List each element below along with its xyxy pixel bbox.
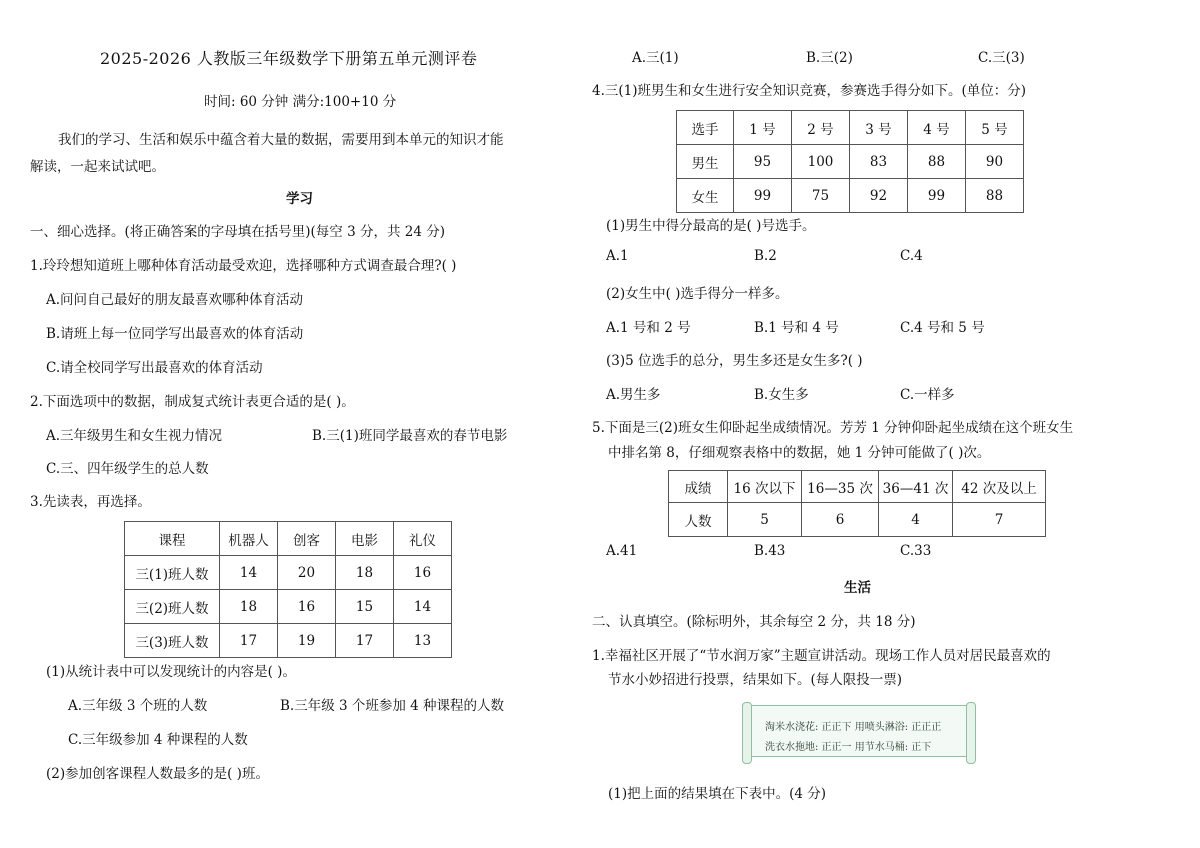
q4-sub3: (3)5 位选手的总分，男生多还是女生多?( ) [606, 353, 863, 369]
q5-line-1: 5.下面是三(2)班女生仰卧起坐成绩情况。芳芳 1 分钟仰卧起坐成绩在这个班女生 [592, 420, 1074, 436]
q3-sub1-option-c: C.三年级参加 4 种课程的人数 [68, 732, 248, 748]
situp-table-header: 42 次及以上 [953, 471, 1046, 503]
q4-sub2: (2)女生中( )选手得分一样多。 [606, 286, 789, 302]
q5-option-c: C.33 [900, 543, 932, 559]
q4-sub1-option-a: A.1 [606, 248, 629, 264]
q2-option-b: B.三(1)班同学最喜欢的春节电影 [312, 428, 508, 444]
course-table-cell: 14 [394, 590, 452, 624]
q4-sub2-option-c: C.4 号和 5 号 [900, 320, 985, 336]
score-table-cell: 女生 [677, 179, 734, 213]
course-table-cell: 17 [220, 624, 278, 658]
q5-option-b: B.43 [754, 543, 786, 559]
q4-sub3-option-c: C.一样多 [900, 387, 955, 403]
situp-table-header: 16—35 次 [802, 471, 879, 503]
part2-q1-sub1: (1)把上面的结果填在下表中。(4 分) [608, 786, 827, 802]
course-table-header: 礼仪 [394, 522, 452, 556]
score-table-header: 选手 [677, 111, 734, 145]
score-table-header: 5 号 [966, 111, 1024, 145]
course-table-cell: 18 [336, 556, 394, 590]
q3-stem: 3.先读表，再选择。 [30, 494, 151, 510]
part1-heading: 一、细心选择。(将正确答案的字母填在括号里)(每空 3 分，共 24 分) [30, 224, 445, 240]
q2-option-c: C.三、四年级学生的总人数 [46, 461, 209, 477]
q2-option-a: A.三年级男生和女生视力情况 [46, 428, 223, 444]
course-table-cell: 19 [278, 624, 336, 658]
situp-table [668, 470, 1046, 537]
part2-q1-line-2: 节水小妙招进行投票，结果如下。(每人限投一票) [608, 672, 903, 688]
q4-sub2-option-a: A.1 号和 2 号 [606, 320, 691, 336]
section-heading-life: 生活 [844, 580, 871, 596]
part2-q1-line-1: 1.幸福社区开展了“节水润万家”主题宣讲活动。现场工作人员对居民最喜欢的 [592, 648, 1051, 664]
situp-table-cell: 人数 [669, 503, 728, 537]
score-table-header: 1 号 [734, 111, 792, 145]
situp-table-cell: 5 [728, 503, 802, 537]
q1-option-a: A.问问自己最好的朋友最喜欢哪种体育活动 [46, 292, 304, 308]
q5-line-2: 中排名第 8，仔细观察表格中的数据，她 1 分钟可能做了( )次。 [608, 445, 991, 461]
course-table-cell: 三(2)班人数 [125, 590, 220, 624]
q3-sub2-option-a: A.三(1) [632, 50, 679, 66]
q4-sub1: (1)男生中得分最高的是( )号选手。 [606, 218, 816, 234]
score-table-cell: 99 [908, 179, 966, 213]
course-table-cell: 16 [278, 590, 336, 624]
q4-sub1-option-b: B.2 [754, 248, 777, 264]
situp-table-header: 36—41 次 [879, 471, 953, 503]
score-table-cell: 90 [966, 145, 1024, 179]
tally-line-2: 洗衣水拖地: 正正一 用节水马桶: 正下 [765, 742, 932, 753]
course-table-cell: 18 [220, 590, 278, 624]
tally-line-1: 淘米水浇花: 正正下 用喷头淋浴: 正正正 [765, 722, 942, 733]
time-info: 时间: 60 分钟 满分:100+10 分 [204, 94, 397, 110]
scroll-curl-left [742, 702, 752, 764]
q3-sub1-option-a: A.三年级 3 个班的人数 [68, 698, 208, 714]
situp-table-cell: 4 [879, 503, 953, 537]
score-table-header: 3 号 [850, 111, 908, 145]
q5-option-a: A.41 [606, 543, 638, 559]
situp-table-header: 16 次以下 [728, 471, 802, 503]
q4-sub3-option-a: A.男生多 [606, 387, 661, 403]
q3-sub2: (2)参加创客课程人数最多的是( )班。 [46, 766, 269, 782]
q3-sub2-option-b: B.三(2) [806, 50, 853, 66]
situp-table-header: 成绩 [669, 471, 728, 503]
q3-sub2-option-c: C.三(3) [978, 50, 1025, 66]
course-table-cell: 15 [336, 590, 394, 624]
q4-sub1-option-c: C.4 [900, 248, 923, 264]
course-table-header: 电影 [336, 522, 394, 556]
score-table-cell: 83 [850, 145, 908, 179]
course-table-cell: 16 [394, 556, 452, 590]
course-table-header: 机器人 [220, 522, 278, 556]
vote-tally-note [746, 705, 972, 757]
course-table-cell: 14 [220, 556, 278, 590]
course-table-cell: 三(1)班人数 [125, 556, 220, 590]
score-table-header: 4 号 [908, 111, 966, 145]
score-table-cell: 95 [734, 145, 792, 179]
course-table-cell: 17 [336, 624, 394, 658]
score-table [676, 110, 1024, 213]
intro-line-2: 解读，一起来试试吧。 [30, 159, 165, 175]
score-table-cell: 75 [792, 179, 850, 213]
course-table-cell: 20 [278, 556, 336, 590]
course-table-cell: 三(3)班人数 [125, 624, 220, 658]
course-table-header: 课程 [125, 522, 220, 556]
q4-stem: 4.三(1)班男生和女生进行安全知识竞赛，参赛选手得分如下。(单位：分) [592, 83, 1027, 99]
q1-option-b: B.请班上每一位同学写出最喜欢的体育活动 [46, 326, 304, 342]
section-heading-study: 学习 [286, 191, 313, 207]
q3-sub1-option-b: B.三年级 3 个班参加 4 种课程的人数 [280, 698, 505, 714]
situp-table-cell: 6 [802, 503, 879, 537]
score-table-cell: 88 [908, 145, 966, 179]
score-table-cell: 92 [850, 179, 908, 213]
q2-stem: 2.下面选项中的数据，制成复式统计表更合适的是( )。 [30, 394, 355, 410]
q4-sub2-option-b: B.1 号和 4 号 [754, 320, 839, 336]
q3-sub1: (1)从统计表中可以发现统计的内容是( )。 [46, 664, 296, 680]
part2-heading: 二、认真填空。(除标明外，其余每空 2 分，共 18 分) [592, 614, 916, 630]
scroll-curl-right [966, 702, 976, 764]
score-table-cell: 100 [792, 145, 850, 179]
q4-sub3-option-b: B.女生多 [754, 387, 809, 403]
intro-line-1: 我们的学习、生活和娱乐中蕴含着大量的数据，需要用到本单元的知识才能 [58, 132, 504, 148]
q1-option-c: C.请全校同学写出最喜欢的体育活动 [46, 360, 263, 376]
course-table-cell: 13 [394, 624, 452, 658]
score-table-cell: 男生 [677, 145, 734, 179]
course-table [124, 521, 452, 658]
score-table-cell: 99 [734, 179, 792, 213]
q1-stem: 1.玲玲想知道班上哪种体育活动最受欢迎，选择哪种方式调查最合理?( ) [30, 258, 457, 274]
score-table-header: 2 号 [792, 111, 850, 145]
score-table-cell: 88 [966, 179, 1024, 213]
course-table-header: 创客 [278, 522, 336, 556]
page-title: 2025-2026 人教版三年级数学下册第五单元测评卷 [100, 49, 478, 68]
situp-table-cell: 7 [953, 503, 1046, 537]
